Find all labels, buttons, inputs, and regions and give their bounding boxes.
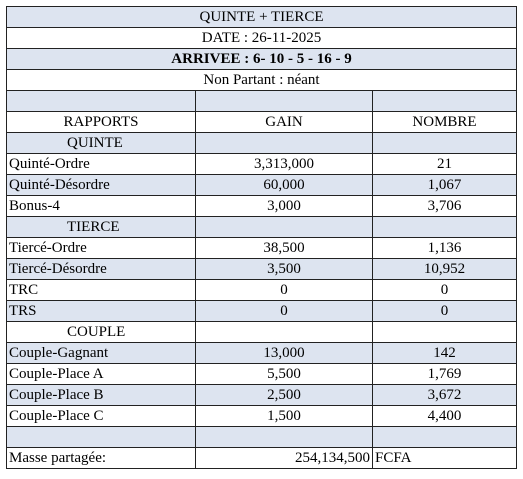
empty-cell xyxy=(373,427,517,448)
section-label: TIERCE xyxy=(7,217,196,238)
row-gain: 1,500 xyxy=(196,406,373,427)
row-nombre: 0 xyxy=(373,301,517,322)
row-nombre: 3,672 xyxy=(373,385,517,406)
arrivee: ARRIVEE : 6- 10 - 5 - 16 - 9 xyxy=(7,49,517,70)
column-header-gain: GAIN xyxy=(196,112,373,133)
row-nombre: 1,136 xyxy=(373,238,517,259)
table-row xyxy=(7,154,517,175)
row-nombre: 21 xyxy=(373,154,517,175)
row-nombre: 1,769 xyxy=(373,364,517,385)
row-nombre: 4,400 xyxy=(373,406,517,427)
empty-cell xyxy=(373,217,517,238)
race-date: DATE : 26-11-2025 xyxy=(7,28,517,49)
table-row xyxy=(7,406,517,427)
row-label: TRC xyxy=(7,280,196,301)
table-row xyxy=(7,259,517,280)
empty-cell xyxy=(196,217,373,238)
section-header-couple xyxy=(7,322,517,343)
empty-cell xyxy=(373,91,517,112)
empty-cell xyxy=(7,427,196,448)
table-row xyxy=(7,343,517,364)
table-row xyxy=(7,175,517,196)
non-partant: Non Partant : néant xyxy=(7,70,517,91)
race-title: QUINTE + TIERCE xyxy=(7,7,517,28)
row-label: Quinté-Désordre xyxy=(7,175,196,196)
empty-cell xyxy=(373,133,517,154)
row-gain: 60,000 xyxy=(196,175,373,196)
section-label: COUPLE xyxy=(7,322,196,343)
row-gain: 3,500 xyxy=(196,259,373,280)
row-label: Quinté-Ordre xyxy=(7,154,196,175)
empty-cell xyxy=(373,322,517,343)
row-gain: 2,500 xyxy=(196,385,373,406)
row-label: Bonus-4 xyxy=(7,196,196,217)
row-label: Tiercé-Ordre xyxy=(7,238,196,259)
table-row xyxy=(7,385,517,406)
row-nombre: 10,952 xyxy=(373,259,517,280)
row-label: Tiercé-Désordre xyxy=(7,259,196,280)
empty-cell xyxy=(196,322,373,343)
table-row xyxy=(7,238,517,259)
section-header-quinte xyxy=(7,133,517,154)
empty-cell xyxy=(196,91,373,112)
row-gain: 0 xyxy=(196,280,373,301)
row-gain: 38,500 xyxy=(196,238,373,259)
row-label: Couple-Gagnant xyxy=(7,343,196,364)
column-header-rapports: RAPPORTS xyxy=(7,112,196,133)
row-gain: 3,000 xyxy=(196,196,373,217)
section-header-tierce xyxy=(7,217,517,238)
column-header-nombre: NOMBRE xyxy=(373,112,517,133)
section-label: QUINTE xyxy=(7,133,196,154)
row-gain: 5,500 xyxy=(196,364,373,385)
row-gain: 0 xyxy=(196,301,373,322)
row-nombre: 142 xyxy=(373,343,517,364)
footer-row xyxy=(7,448,517,469)
table-row xyxy=(7,301,517,322)
row-label: Couple-Place B xyxy=(7,385,196,406)
row-gain: 13,000 xyxy=(196,343,373,364)
empty-cell xyxy=(7,91,196,112)
empty-cell xyxy=(196,427,373,448)
row-label: TRS xyxy=(7,301,196,322)
masse-currency: FCFA xyxy=(373,448,517,469)
table-row xyxy=(7,196,517,217)
results-table xyxy=(6,6,517,469)
masse-label: Masse partagée: xyxy=(7,448,196,469)
row-label: Couple-Place C xyxy=(7,406,196,427)
masse-amount: 254,134,500 xyxy=(196,448,373,469)
table-row xyxy=(7,280,517,301)
row-gain: 3,313,000 xyxy=(196,154,373,175)
table-row xyxy=(7,364,517,385)
row-nombre: 0 xyxy=(373,280,517,301)
row-nombre: 3,706 xyxy=(373,196,517,217)
empty-cell xyxy=(196,133,373,154)
row-nombre: 1,067 xyxy=(373,175,517,196)
row-label: Couple-Place A xyxy=(7,364,196,385)
